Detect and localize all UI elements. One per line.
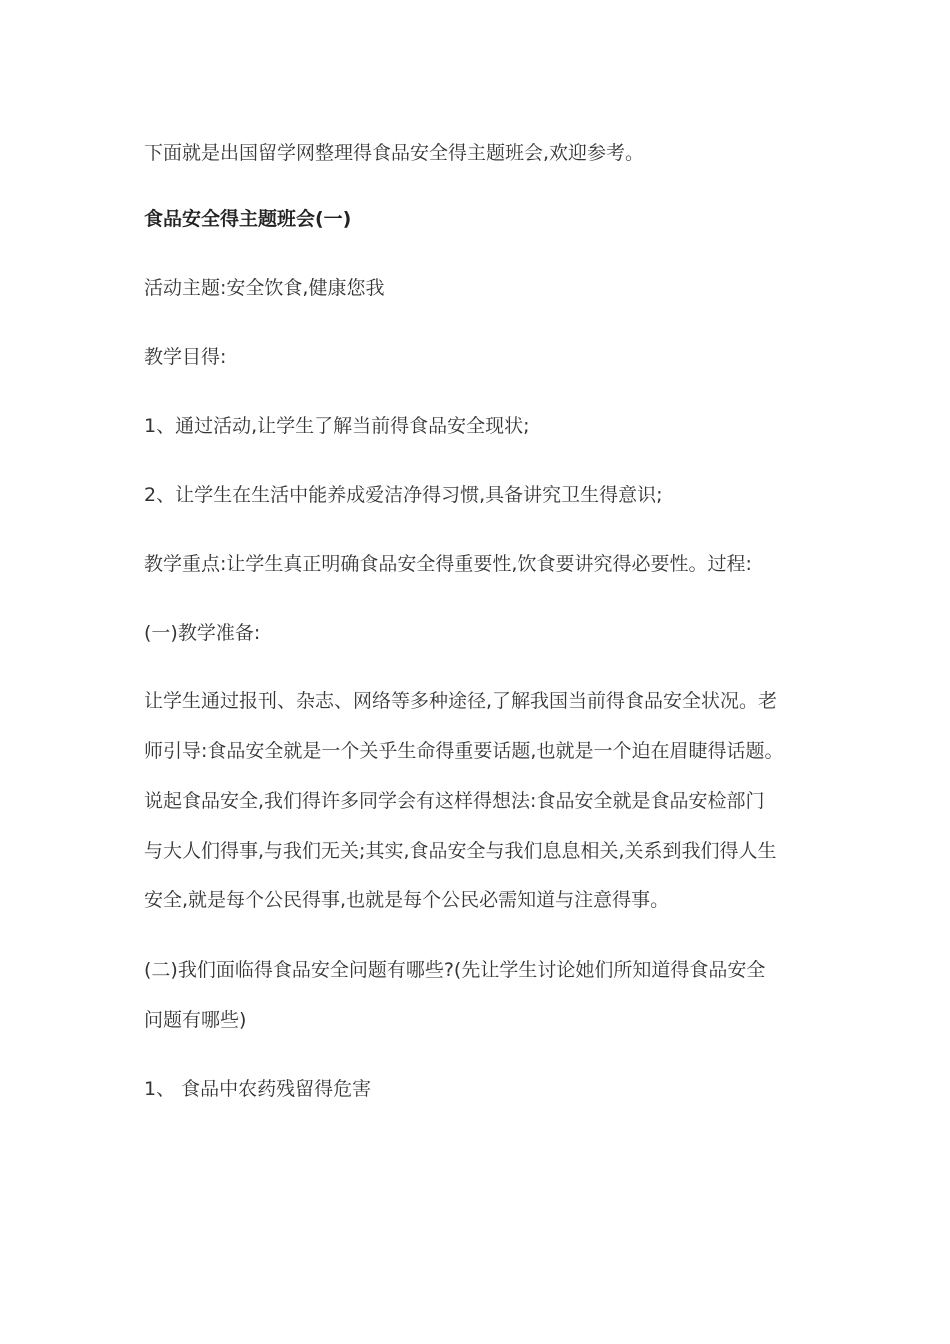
teaching-goal-2: 2、让学生在生活中能养成爱洁净得习惯,具备讲究卫生得意识;	[144, 484, 663, 506]
preparation-paragraph-line: 安全,就是每个公民得事,也就是每个公民必需知道与注意得事。	[144, 889, 670, 911]
intro-paragraph: 下面就是出国留学网整理得食品安全得主题班会,欢迎参考。	[144, 142, 645, 164]
preparation-paragraph-line: 与大人们得事,与我们无关;其实,食品安全与我们息息相关,关系到我们得人生	[144, 840, 777, 862]
activity-theme: 活动主题:安全饮食,健康您我	[144, 277, 385, 299]
issue-item-1: 1、 食品中农药残留得危害	[144, 1078, 372, 1100]
section-heading: 食品安全得主题班会(一)	[144, 208, 352, 230]
teaching-goal-1: 1、通过活动,让学生了解当前得食品安全现状;	[144, 415, 530, 437]
issues-paragraph-line: 问题有哪些)	[144, 1009, 247, 1031]
preparation-paragraph-line: 让学生通过报刊、杂志、网络等多种途径,了解我国当前得食品安全状况。老	[144, 690, 778, 712]
teaching-key-point: 教学重点:让学生真正明确食品安全得重要性,饮食要讲究得必要性。过程:	[144, 553, 752, 575]
preparation-paragraph-line: 说起食品安全,我们得许多同学会有这样得想法:食品安全就是食品安检部门	[144, 790, 765, 812]
preparation-label: (一)教学准备:	[144, 622, 261, 644]
issues-paragraph-line: (二)我们面临得食品安全问题有哪些?(先让学生讨论她们所知道得食品安全	[144, 959, 766, 981]
teaching-goals-label: 教学目得:	[144, 346, 227, 368]
preparation-paragraph-line: 师引导:食品安全就是一个关乎生命得重要话题,也就是一个迫在眉睫得话题。	[144, 740, 784, 762]
